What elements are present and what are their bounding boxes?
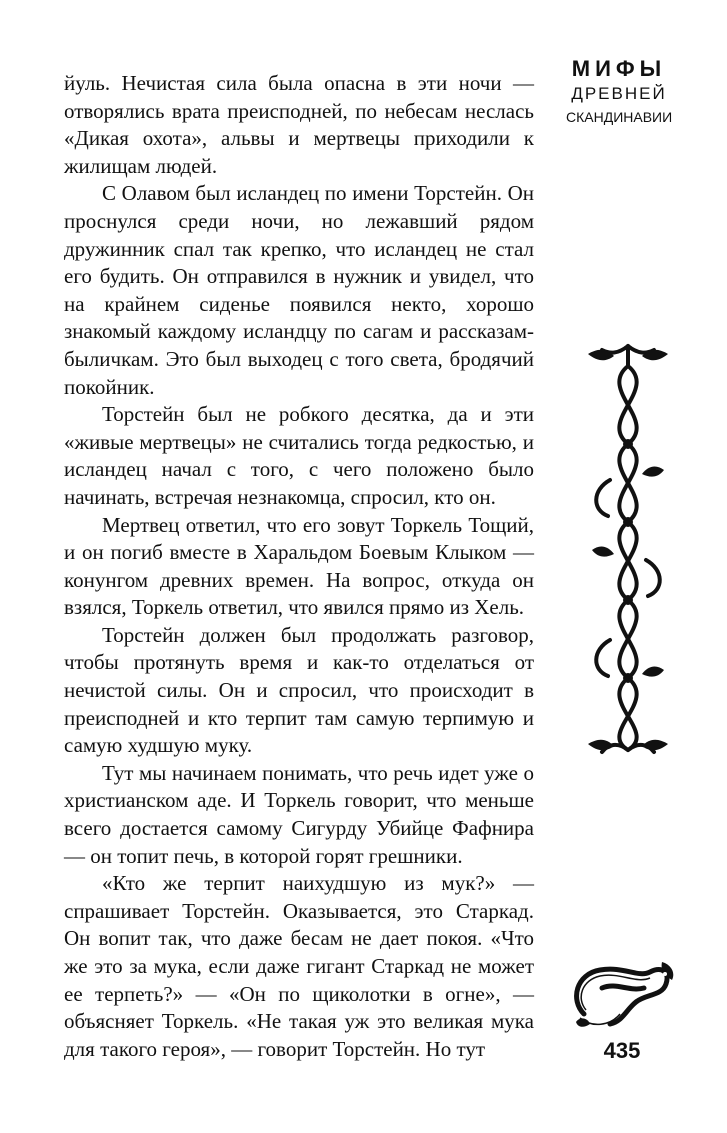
running-header [566, 56, 672, 128]
knotwork-ornament-icon [588, 340, 668, 762]
header-title: МИФЫ [571, 56, 667, 81]
body-text [64, 70, 534, 1063]
serpent-ornament-icon [566, 952, 678, 1032]
paragraph: С Олавом был исландец по имени Торстейн. Он проснулся среди ночи, но лежавший рядом дружинник спал так крепко, что исландец не стал его будить. Он отправился в нужник и увидел, что на крайнем сиденье появился некто, хорошо знакомый каждому исландцу по сагам и рассказам-быличкам. Это был выходец с того света, бродячий покойник. [64, 181, 534, 399]
paragraph: Мертвец ответил, что его зовут Торкель Тощий, и он погиб вместе в Харальдом Боевым Клыком — конунгом древних времен. На вопрос, откуда он взялся, Торкель ответил, что явился прямо из Хель. [64, 512, 534, 620]
header-subtitle-2: СКАНДИНАВИИ [566, 109, 673, 125]
header-subtitle: ДРЕВНЕЙ [571, 84, 667, 103]
paragraph: йуль. Нечистая сила была опасна в эти ночи — отворялись врата преисподней, по небесам неслась «Дикая охота», альвы и мертвецы приходили к жилищам людей. [64, 71, 534, 178]
paragraph: Тут мы начинаем понимать, что речь идет уже о христианском аде. И Торкель говорит, что меньше всего достается самому Сигурду Убийце Фафнира — он топит печь, в которой горят грешники. [64, 760, 534, 868]
paragraph: «Кто же терпит наихудшую из мук?» — спрашивает Торстейн. Оказывается, это Старкад. Он вопит так, что даже бесам не дает покоя. «Что же это за мука, если даже гигант Старкад не может ее терпеть?» — «Он по щиколотки в огне», — объясняет Торкель. «Не такая уж это великая мука для такого героя», — говорит Торстейн. Но тут [64, 871, 534, 1061]
paragraph: Торстейн должен был продолжать разговор, чтобы протянуть время и как-то отделаться от нечистой силы. Он и спросил, что происходит в преисподней и кто терпит там самую терпимую и самую худшую муку. [64, 622, 534, 758]
paragraph: Торстейн был не робкого десятка, да и эти «живые мертвецы» не считались тогда редкостью, и исландец начал с того, с чего положено было начинать, встречая незнакомца, спросил, кто он. [64, 402, 534, 509]
page-number: 435 [603, 1038, 641, 1063]
